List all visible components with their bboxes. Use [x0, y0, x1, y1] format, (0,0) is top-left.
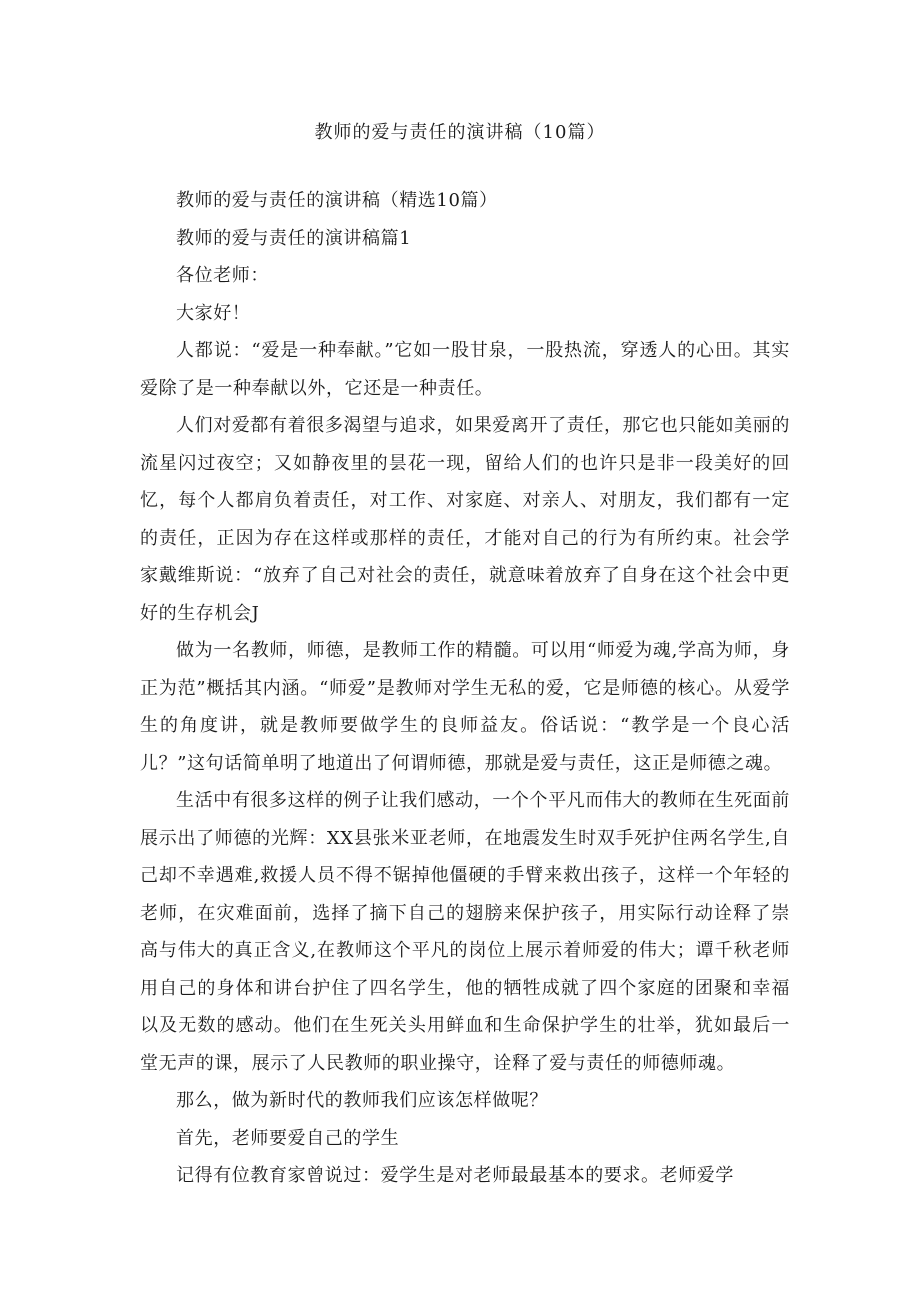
paragraph: 那么，做为新时代的教师我们应该怎样做呢？ — [176, 1090, 548, 1111]
paragraph: 人都说：“爱是一种奉献。”它如一股甘泉，一股热流，穿透人的心田。其实爱除了是一种奉献以外，它还是一种责任。 — [140, 340, 790, 399]
paragraph: 人们对爱都有着很多渴望与追求，如果爱离开了责任，那它也只能如美丽的流星闪过夜空；又如静夜里的昙花一现，留给人们的也许只是非一段美好的回忆，每个人都肩负着责任，对工作、对家庭、对亲人、对朋友，我们都有一定的责任，正因为存在这样或那样的责任，才能对自己的行为有所约束。社会学家戴维斯说：“放弃了自己对社会的责任，就意味着放弃了自身在这个社会中更好的生存机会J — [140, 415, 790, 624]
paragraph: 生活中有很多这样的例子让我们感动，一个个平凡而伟大的教师在生死面前展示出了师德的光辉：XX县张米亚老师，在地震发生时双手死护住两名学生,自己却不幸遇难,救援人员不得不锯掉他僵硬的手臂来救出孩子，这样一个年轻的老师，在灾难面前，选择了摘下自己的翅膀来保护孩子，用实际行动诠释了崇高与伟大的真正含义,在教师这个平凡的岗位上展示着师爱的伟大；谭千秋老师用自己的身体和讲台护住了四名学生，他的牺牲成就了四个家庭的团聚和幸福以及无数的感动。他们在生死关头用鲜血和生命保护学生的壮举，犹如最后一堂无声的课，展示了人民教师的职业操守，诠释了爱与责任的师德师魂。 — [140, 790, 790, 1074]
paragraph: 记得有位教育家曾说过：爱学生是对老师最最基本的要求。老师爱学 — [176, 1165, 734, 1186]
paragraph-point-heading: 首先，老师要爱自己的学生 — [176, 1127, 400, 1149]
paragraph: 做为一名教师，师德，是教师工作的精髓。可以用“师爱为魂,学高为师，身正为范”概括其内涵。“师爱”是教师对学生无私的爱，它是师德的核心。从爱学生的角度讲，就是教师要做学生的良师益友。俗话说：“教学是一个良心活儿？”这句话简单明了地道出了何谓师德，那就是爱与责任，这正是师德之魂。 — [140, 640, 790, 774]
paragraph-section-heading: 教师的爱与责任的演讲稿篇1 — [176, 227, 412, 249]
document-title: 教师的爱与责任的演讲稿（10篇） — [314, 122, 606, 143]
paragraph-subtitle: 教师的爱与责任的演讲稿（精选10篇） — [176, 190, 498, 211]
paragraph-salutation: 各位老师： — [176, 265, 269, 286]
document-body — [140, 182, 790, 1195]
paragraph-greeting: 大家好！ — [176, 302, 251, 324]
